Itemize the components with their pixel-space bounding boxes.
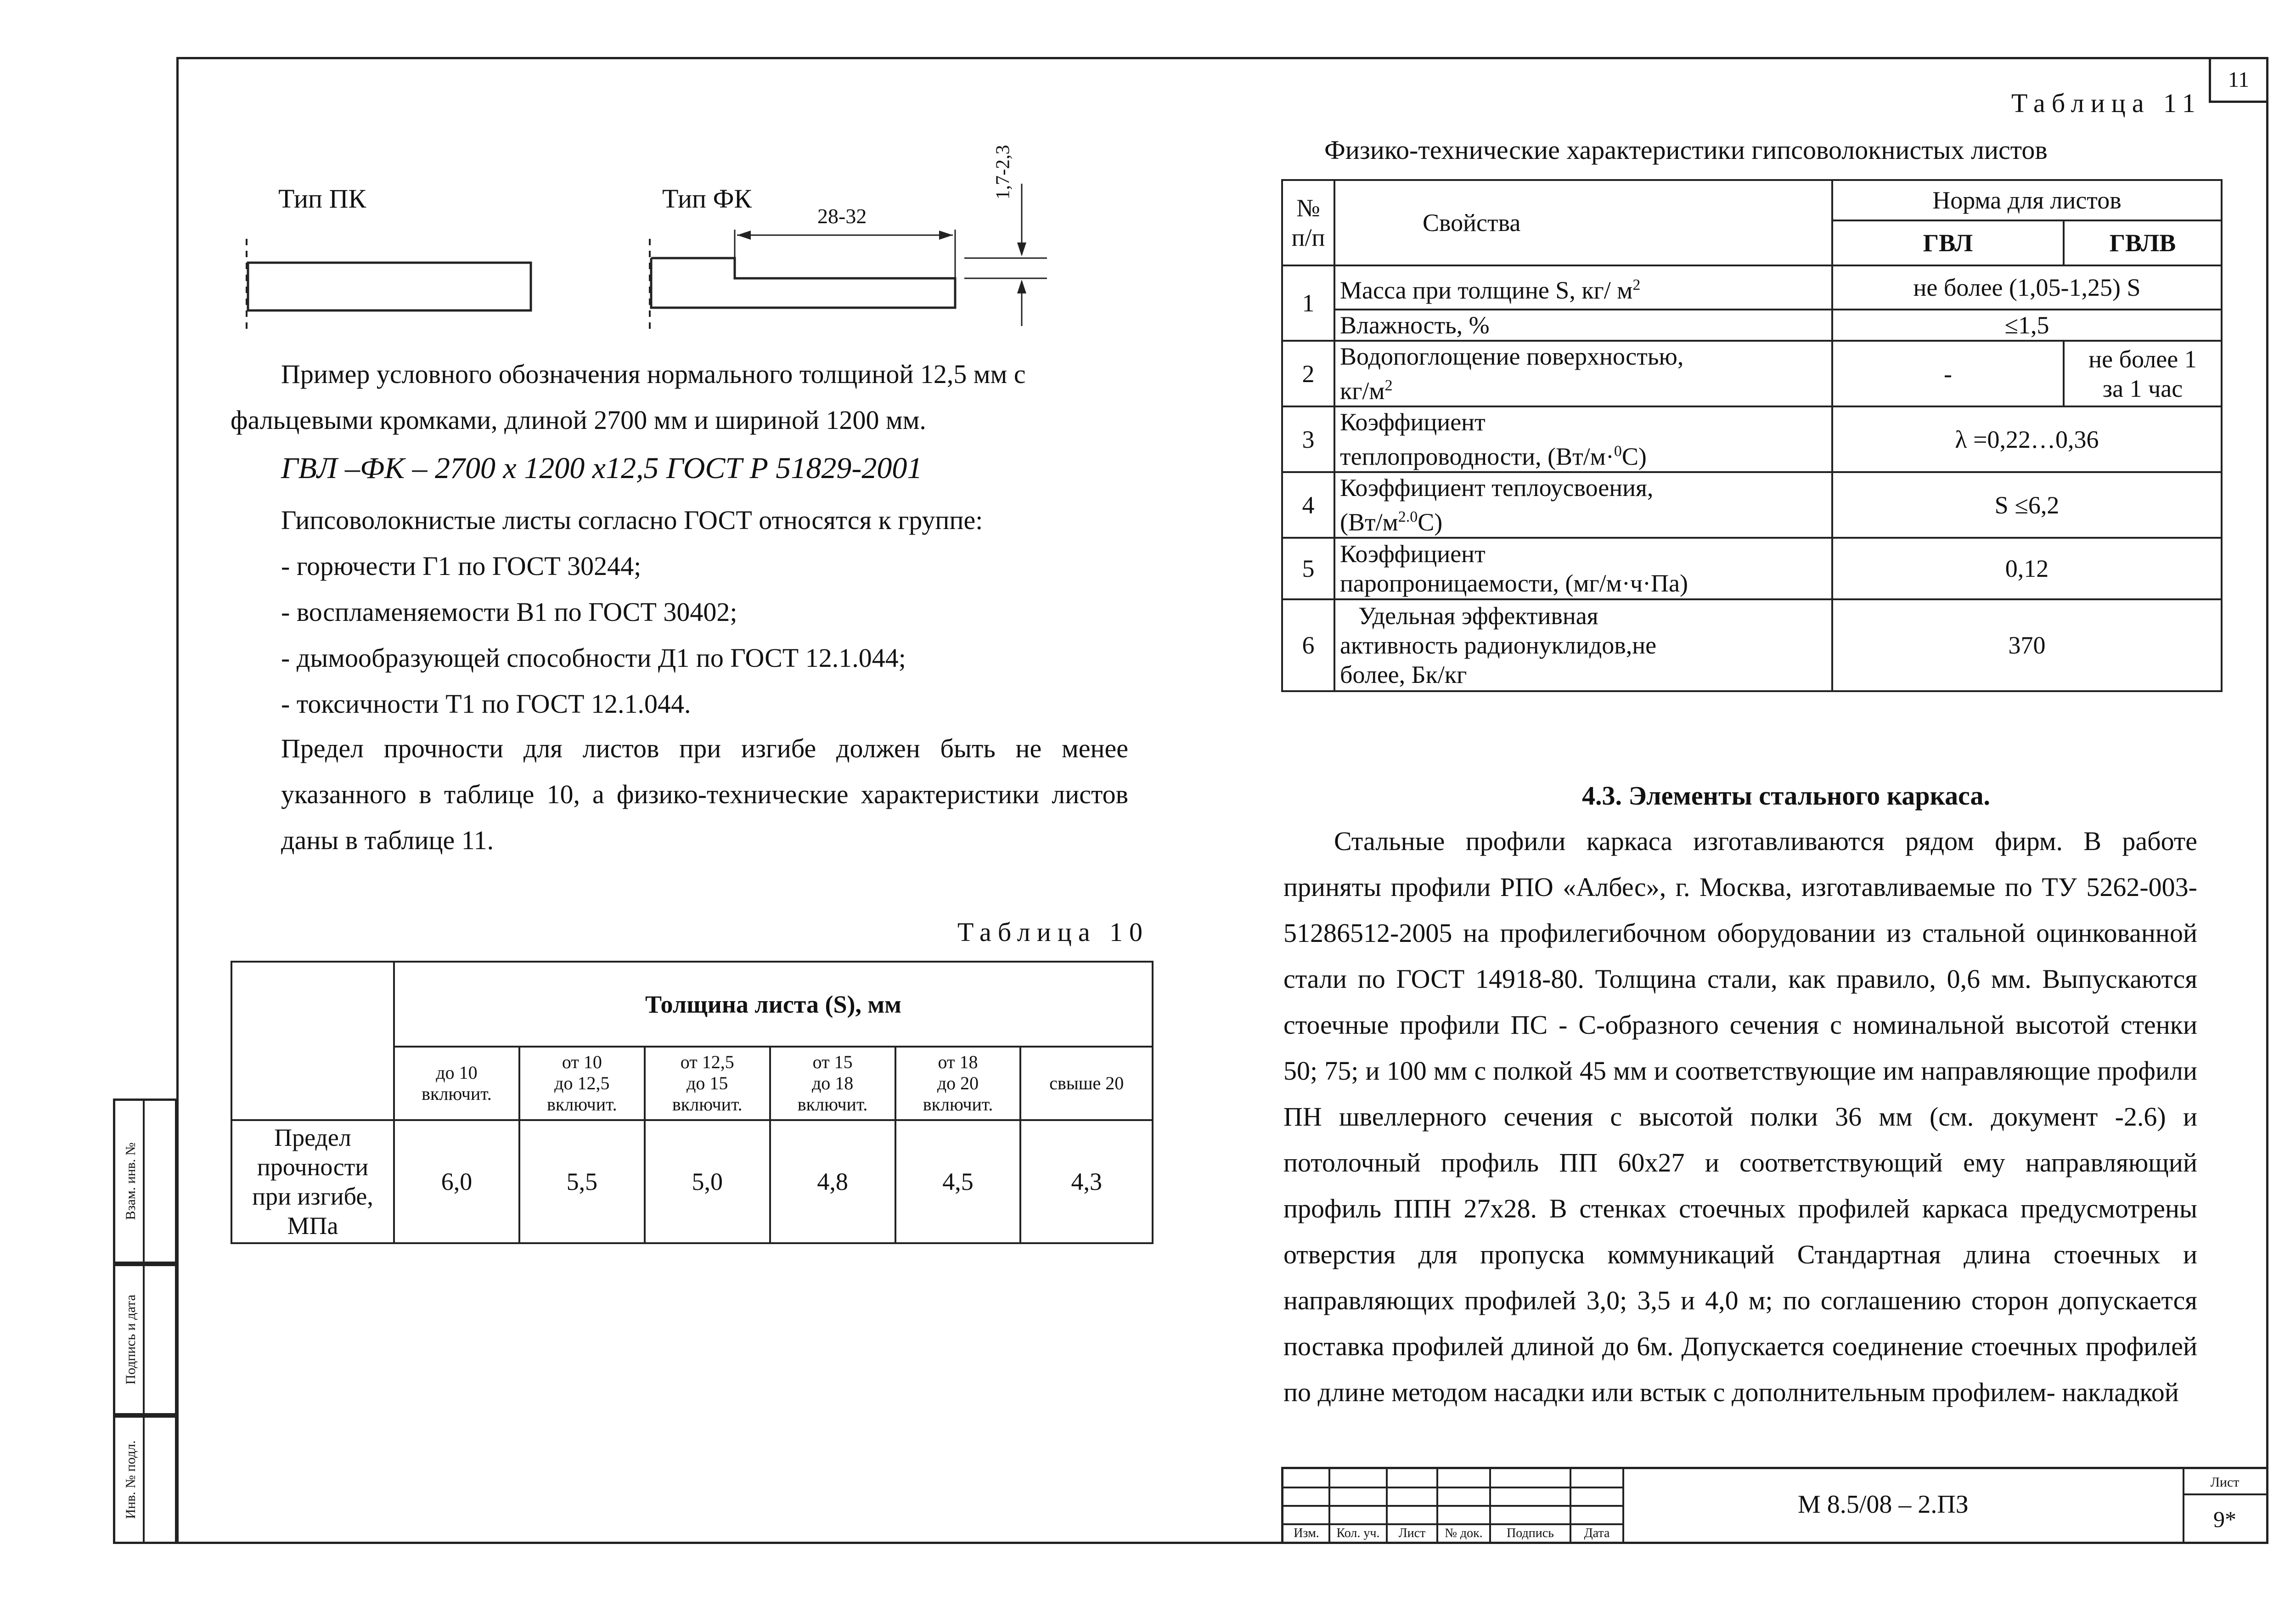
- designation-example: ГВЛ –ФК – 2700 х 1200 х12,5 ГОСТ Р 51829-2001: [281, 451, 923, 485]
- table11-prop: Влажность, %: [1334, 310, 1832, 341]
- table11-norm: 370: [1832, 599, 2222, 691]
- title-block-header: Подпись: [1507, 1526, 1554, 1540]
- document-code: М 8.5/08 – 2.ПЗ: [1798, 1490, 1969, 1519]
- table11-prop: Масса при толщине S, кг/ $м^2$: [1334, 265, 1832, 310]
- table10-col-header: от 15 до 18 включит.: [770, 1047, 895, 1120]
- table11-prop: Коэффициент теплопроводности, (Вт/м·$^0$С): [1334, 406, 1832, 472]
- table11-num: 4: [1282, 472, 1334, 538]
- table11-prop: Коэффициент теплоусвоения, $(Вт/м^{2.0}С)$: [1334, 472, 1832, 538]
- table10-col-header: от 18 до 20 включит.: [895, 1047, 1021, 1120]
- sheet-corner-number: 11: [2209, 57, 2268, 103]
- table10-value: 5,0: [645, 1120, 770, 1243]
- table11-head-norm: Норма для листов: [1832, 180, 2222, 220]
- strength-paragraph: Предел прочности для листов при изгибе должен быть не менее указанного в таблице 10, а физико-технические характеристики листов даны в таблице 11.: [281, 733, 1128, 855]
- title-block-header: Лист: [1398, 1526, 1426, 1540]
- table11-norm: ≤1,5: [1832, 310, 2222, 341]
- example-line-1: Пример условного обозначения нормального толщиной 12,5 мм с: [281, 359, 1026, 389]
- section-paragraph: Стальные профили каркаса изготавливаются рядом фирм. В работе приняты профили РПО «Албес», г. Москва, изготавливаемые по ТУ 5262-003-51286512-2005 на профилегибочном оборудовании из стальной оцинкованной стали по ГОСТ 14918-80. Толщина стали, как правило, 0,6 мм. Выпускаются стоечные профили ПС - С-образного сечения с номинальной высотой стенки 50; 75; и 100 мм с полкой 45 мм и соответствующие им направляющие профили ПН швеллерного сечения с высотой полки 36 мм (см. документ -2.6) и потолочный профиль ПП 60х27 и соответствующий ему направляющий профиль ППН 27х28. В стенках стоечных профилей каркаса предусмотрены отверстия для пропуска коммуникаций Стандартная длина стоечных и направляющих профилей 3,0; 3,5 и 4,0 м; по соглашению сторон допускается поставка профилей длиной до 6м. Допускается соединение стоечных профилей по длине методом насадки или встык с дополнительным профилем- накладкой: [1283, 826, 2197, 1407]
- side-stamp-label: Взам. инв. №: [123, 1142, 138, 1220]
- group-item: - токсичности Т1 по ГОСТ 12.1.044.: [281, 689, 691, 719]
- table11-head-gvlv: ГВЛВ: [2064, 220, 2222, 265]
- table11-title: Физико-технические характеристики гипсоволокнистых листов: [1324, 135, 2048, 165]
- group-item: - горючести Г1 по ГОСТ 30244;: [281, 551, 642, 581]
- table11-num: 2: [1282, 341, 1334, 406]
- table-11: [1281, 179, 2223, 692]
- title-block-header: Дата: [1584, 1526, 1610, 1540]
- width-dimension: 28-32: [817, 204, 867, 228]
- table10-corner: [231, 962, 394, 1120]
- table11-gvlv: не более 1 за 1 час: [2064, 341, 2222, 406]
- table10-value: 5,5: [519, 1120, 645, 1243]
- table11-num: 5: [1282, 538, 1334, 599]
- table11-prop: Коэффициент паропроницаемости, (мг/м·ч·Па): [1334, 538, 1832, 599]
- table11-head-prop: Свойства: [1334, 180, 1832, 265]
- table10-row-label: Предел прочности при изгибе, МПа: [231, 1120, 394, 1243]
- title-block-header: Изм.: [1294, 1526, 1319, 1540]
- table10-value: 4,5: [895, 1120, 1021, 1243]
- table11-gvl: -: [1832, 341, 2064, 406]
- type-fk-label: Тип ФК: [662, 184, 752, 214]
- group-item: - дымообразующей способности Д1 по ГОСТ 12.1.044;: [281, 643, 906, 673]
- side-stamp-podpis: [113, 1264, 177, 1415]
- side-stamp-inv: [113, 1415, 177, 1544]
- table11-num: 3: [1282, 406, 1334, 472]
- side-stamp-label: Подпись и дата: [123, 1295, 138, 1385]
- group-intro: Гипсоволокнистые листы согласно ГОСТ относятся к группе:: [281, 505, 983, 535]
- side-stamp-label: Инв. № подл.: [123, 1440, 138, 1519]
- side-stamp-vzam: [113, 1099, 177, 1264]
- section-heading: 4.3. Элементы стального каркаса.: [1582, 781, 1991, 811]
- table10-value: 6,0: [394, 1120, 519, 1243]
- group-item: - воспламеняемости В1 по ГОСТ 30402;: [281, 597, 737, 627]
- table11-head-num: № п/п: [1282, 180, 1334, 265]
- table11-prop: Удельная эффективная активность радионуклидов,не более, Бк/кг: [1334, 599, 1832, 691]
- table11-norm: λ =0,22…0,36: [1832, 406, 2222, 472]
- table11-norm: 0,12: [1832, 538, 2222, 599]
- thickness-dimension: 1,7-2,3: [992, 145, 1014, 200]
- table10-value: 4,3: [1020, 1120, 1153, 1243]
- table11-num: 1: [1282, 265, 1334, 341]
- table10-col-header: от 10 до 12,5 включит.: [519, 1047, 645, 1120]
- sheet-label: Лист: [2210, 1475, 2240, 1490]
- type-pk-label: Тип ПК: [278, 184, 366, 214]
- table11-num: 6: [1282, 599, 1334, 691]
- table11-caption: Таблица 11: [2011, 88, 2202, 118]
- table10-caption: Таблица 10: [957, 917, 1149, 947]
- table11-norm: не более (1,05-1,25) S: [1832, 265, 2222, 310]
- table11-prop: Водопоглощение поверхностью, $кг/м^2$: [1334, 341, 1832, 406]
- table11-norm: S ≤6,2: [1832, 472, 2222, 538]
- table10-col-header: свыше 20: [1020, 1047, 1153, 1120]
- table10-col-header: от 12,5 до 15 включит.: [645, 1047, 770, 1120]
- title-block: [1281, 1467, 2268, 1544]
- table10-value: 4,8: [770, 1120, 895, 1243]
- profile-drawings: [230, 138, 1102, 340]
- example-line-2: фальцевыми кромками, длиной 2700 мм и шириной 1200 мм.: [231, 405, 926, 435]
- table-10: [231, 961, 1154, 1244]
- table10-header: Толщина листа (S), мм: [394, 962, 1153, 1047]
- table11-head-gvl: ГВЛ: [1832, 220, 2064, 265]
- table10-col-header: до 10 включит.: [394, 1047, 519, 1120]
- sheet-number: 9*: [2213, 1506, 2236, 1532]
- title-block-header: № док.: [1445, 1526, 1483, 1540]
- title-block-header: Кол. уч.: [1336, 1526, 1380, 1540]
